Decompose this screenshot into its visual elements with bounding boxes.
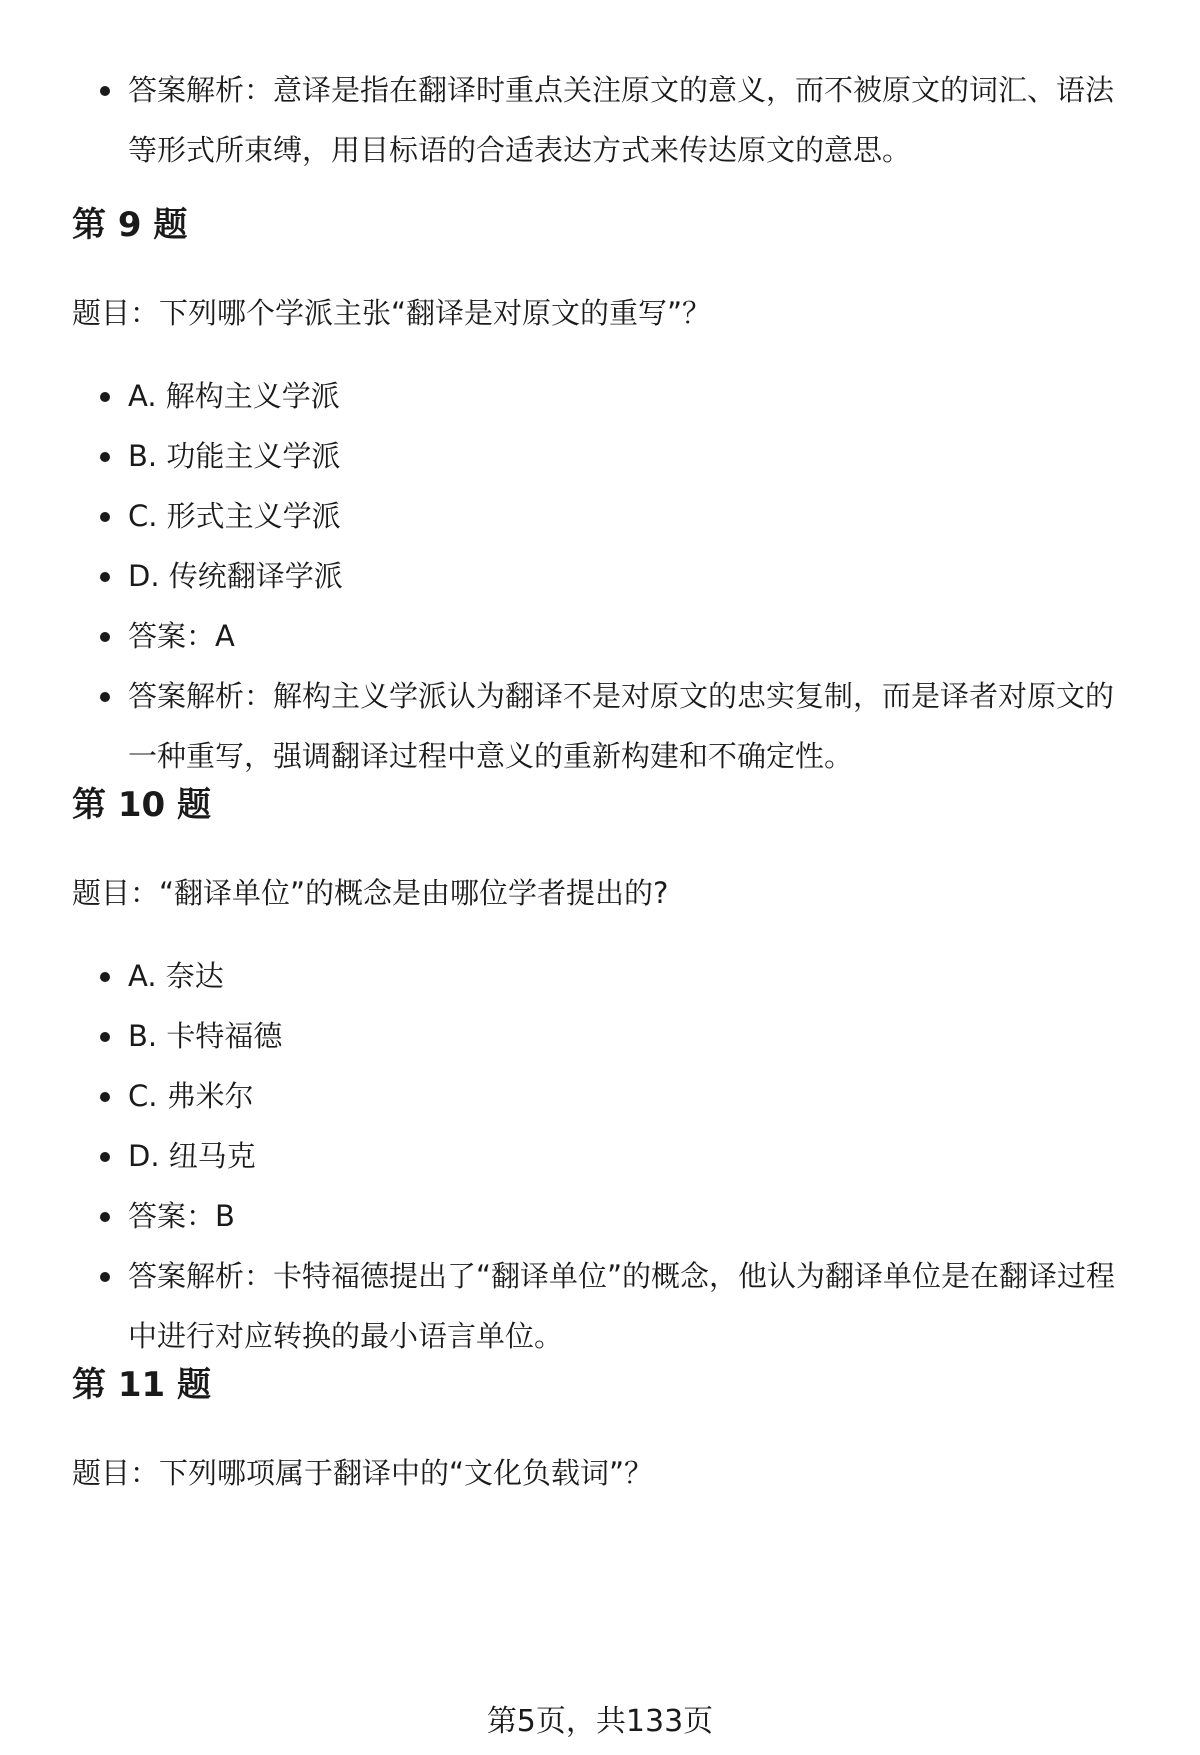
option-d: D. 纽马克 — [72, 1126, 1142, 1186]
question-9-heading: 第 9 题 — [72, 205, 188, 245]
question-10-heading: 第 10 题 — [72, 785, 211, 825]
question-9-text: 题目：下列哪个学派主张“翻译是对原文的重写”？ — [72, 296, 712, 330]
option-a: A. 奈达 — [72, 946, 1142, 1006]
question-9-options — [72, 366, 1142, 786]
option-c: C. 弗米尔 — [72, 1066, 1142, 1126]
option-b: B. 卡特福德 — [72, 1006, 1142, 1066]
option-c: C. 形式主义学派 — [72, 486, 1142, 546]
answer: 答案：B — [72, 1186, 1142, 1246]
answer-explanation: 答案解析：解构主义学派认为翻译不是对原文的忠实复制，而是译者对原文的一种重写，强调翻译过程中意义的重新构建和不确定性。 — [72, 666, 1142, 786]
question-11-heading: 第 11 题 — [72, 1365, 211, 1405]
option-b: B. 功能主义学派 — [72, 426, 1142, 486]
page-number-footer: 第5页，共133页 — [486, 1704, 714, 1739]
option-d: D. 传统翻译学派 — [72, 546, 1142, 606]
question-10-text: 题目：“翻译单位”的概念是由哪位学者提出的? — [72, 876, 669, 910]
question-11-text: 题目：下列哪项属于翻译中的“文化负载词”？ — [72, 1456, 654, 1490]
question-10-options — [72, 946, 1142, 1366]
previous-answer-explanation-list — [72, 60, 1142, 180]
answer: 答案：A — [72, 606, 1142, 666]
previous-answer-explanation: 答案解析：意译是指在翻译时重点关注原文的意义，而不被原文的词汇、语法等形式所束缚，用目标语的合适表达方式来传达原文的意思。 — [72, 60, 1142, 180]
answer-explanation: 答案解析：卡特福德提出了“翻译单位”的概念，他认为翻译单位是在翻译过程中进行对应转换的最小语言单位。 — [72, 1246, 1142, 1366]
option-a: A. 解构主义学派 — [72, 366, 1142, 426]
